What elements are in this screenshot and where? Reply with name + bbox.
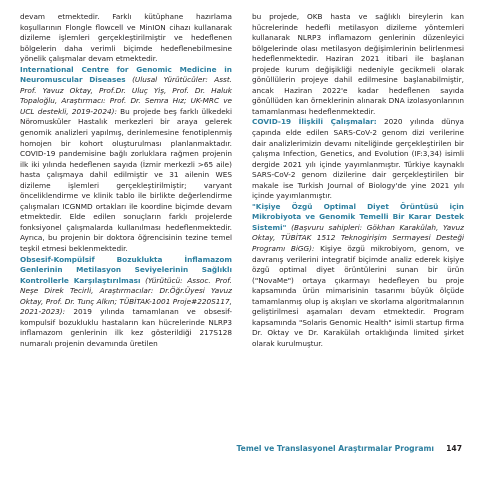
- okb-investigators: (Yürütücü: Assoc. Prof. Neşe Direk Tecirli, Araştırmacılar: Dr.Öğr.Üyesi Yavuz Oktay, Prof. Dr. Tunç Alkın; TÜBİTAK-1001 Proje#220S117, 2021-2023):: [20, 275, 232, 317]
- icgnmd-heading: International Centre for Genomic Medicine in Neuromuscular Diseases: [20, 64, 232, 85]
- left-column: [20, 12, 232, 350]
- diet-paragraph: [252, 202, 464, 350]
- okb-body: 2019 yılında tamamlanan ve obsesif-kompulsif bozukluklu hastaların kan hücrelerinde NLRP3 inflamazom genlerinin ilk kez gösterildiği 217S128 numaralı projenin devamında üretilen: [20, 307, 232, 348]
- left-intro-paragraph: [20, 12, 232, 65]
- okb-heading: Obsesif-Kompülsif Bozuklukta İnflamazom Genlerinin Metilasyon Seviyelerinin Sağlıklı Kontrollerle Karşılaştırılması: [20, 254, 232, 285]
- icgnmd-investigators: (Ulusal Yürütücüler: Asst. Prof. Yavuz Oktay, Prof.Dr. Uluç Yiş, Prof. Dr. Haluk Topaloğlu, Araştırmacı: Prof. Dr. Semra Hız; UK-MRC ve UCL destekli, 2019-2024):: [20, 75, 232, 116]
- diet-heading: "Kişiye Özgü Optimal Diyet Örüntüsü için Mikrobiyota ve Genomik Temelli Bir Karar Destek Sistemi": [252, 201, 464, 232]
- okb-paragraph: [20, 255, 232, 350]
- right-intro-paragraph: [252, 12, 464, 117]
- diet-investigators: (Başvuru sahipleri: Gökhan Karakülah, Yavuz Oktay, TÜBİTAK 1512 Teknogirişim Sermayesi Desteği Programı BiGG):: [252, 222, 464, 254]
- right-column: [252, 12, 464, 350]
- icgnmd-body: Bu projede beş farklı ülkedeki Nöromusküler Hastalık merkezleri bir araya gelerek genomik analizleri yapılmış, derinlemesine fenotiplenmiş homojen bir kohort oluşturulması planlanmaktadır. COVID-19 pandemisine bağlı zorluklara rağmen projenin ilk iki yılında hedeflenen sayıda (İzmir merkezli >65 aile) hasta çalışmaya dahil edilmiştir ve 31 ailenin WES dizileme işlemleri gerçekleştirilmiştir; varyant önceliklendirme ve klinik tablo ile birlikte değerlendirme çalışmaları ICGNMD ortakları ile koordine biçimde devam etmektedir. Elde edilen sonuçların farklı projelerde fonksiyonel çalışmalarda kullanılması hedeflenmektedir. Ayrıca, bu projenin bir doktora öğrencisinin tezine temel teşkil etmesi beklenmektedir.: [20, 106, 233, 254]
- right-intro-text: bu projede, OKB hasta ve sağlıklı bireylerin kan hücrelerinde hedefli metilasyon dizileme yöntemleri kullanarak NLRP3 inflamazom genlerinin düzenleyici bölgelerinde olası metilasyon değişimlerinin belirlenmesi hedeflenmektedir. Haziran 2021 itibari ile başlanan projede kurum değişikliği nedeniyle gecikmeli olarak gönüllülerin projeye dahil edilmesine başlanabilmiştir, ancak Haziran 2022'e kadar hedeflenen sayıda gönüllüden kan örneklerinin alınarak DNA izolasyonlarının tamamlanması hedeflenmektedir.: [252, 12, 464, 116]
- page-footer: [0, 444, 480, 464]
- left-intro-text: devam etmektedir. Farklı kütüphane hazırlama koşullarının Flongle flowcell ve MinION cihazı kullanarak dizileme işlemleri gerçekleştirilmiştir ve hedeflenen bölgelerin daha verimli biçimde hedeflenebilmesine yönelik çalışmalar devam etmektedir.: [20, 12, 232, 64]
- diet-body: Kişiye özgü mikrobiyom, genom, ve davranış verilerini integratif biçimde analiz ederek kişiye özgü optimal diyet örüntülerini sunan bir ürün ("NovaMe") ortaya çıkarmayı hedefleyen bu proje kapsamında ürün mimarisinin tasarımı büyük ölçüde tamamlanmış olup iş akışları ve skorlama algoritmalarının geliştirilmesi aşamaları devam etmektedir. Program kapsamında "Solaris Genomic Health" isimli startup firma Dr. Oktay ve Dr. Karakülah ortaklığında limited şirket olarak kurulmuştur.: [252, 244, 464, 348]
- covid-body: 2020 yılında dünya çapında elde edilen SARS-CoV-2 genom dizi verilerine dair analizlerimizin devamı niteliğinde gerçekleştirilen bir çalışma Infection, Genetics, and Evolution (IF:3,34) isimli dergide 2021 yılı içinde yayımlanmıştır. Türkiye kaynaklı SARS-CoV-2 genom dizilerine dair gerçekleştirilen bir makale ise Turkish Journal of Biology'de yine 2021 yılı içinde yayımlanmıştır.: [252, 117, 464, 201]
- icgnmd-paragraph: [20, 65, 232, 255]
- footer-program-title: Temel ve Translasyonel Araştırmalar Programı: [236, 444, 434, 453]
- covid-heading: COVID-19 İlişkili Çalışmalar:: [252, 117, 377, 127]
- page-number: 147: [446, 444, 462, 453]
- covid-paragraph: [252, 117, 464, 201]
